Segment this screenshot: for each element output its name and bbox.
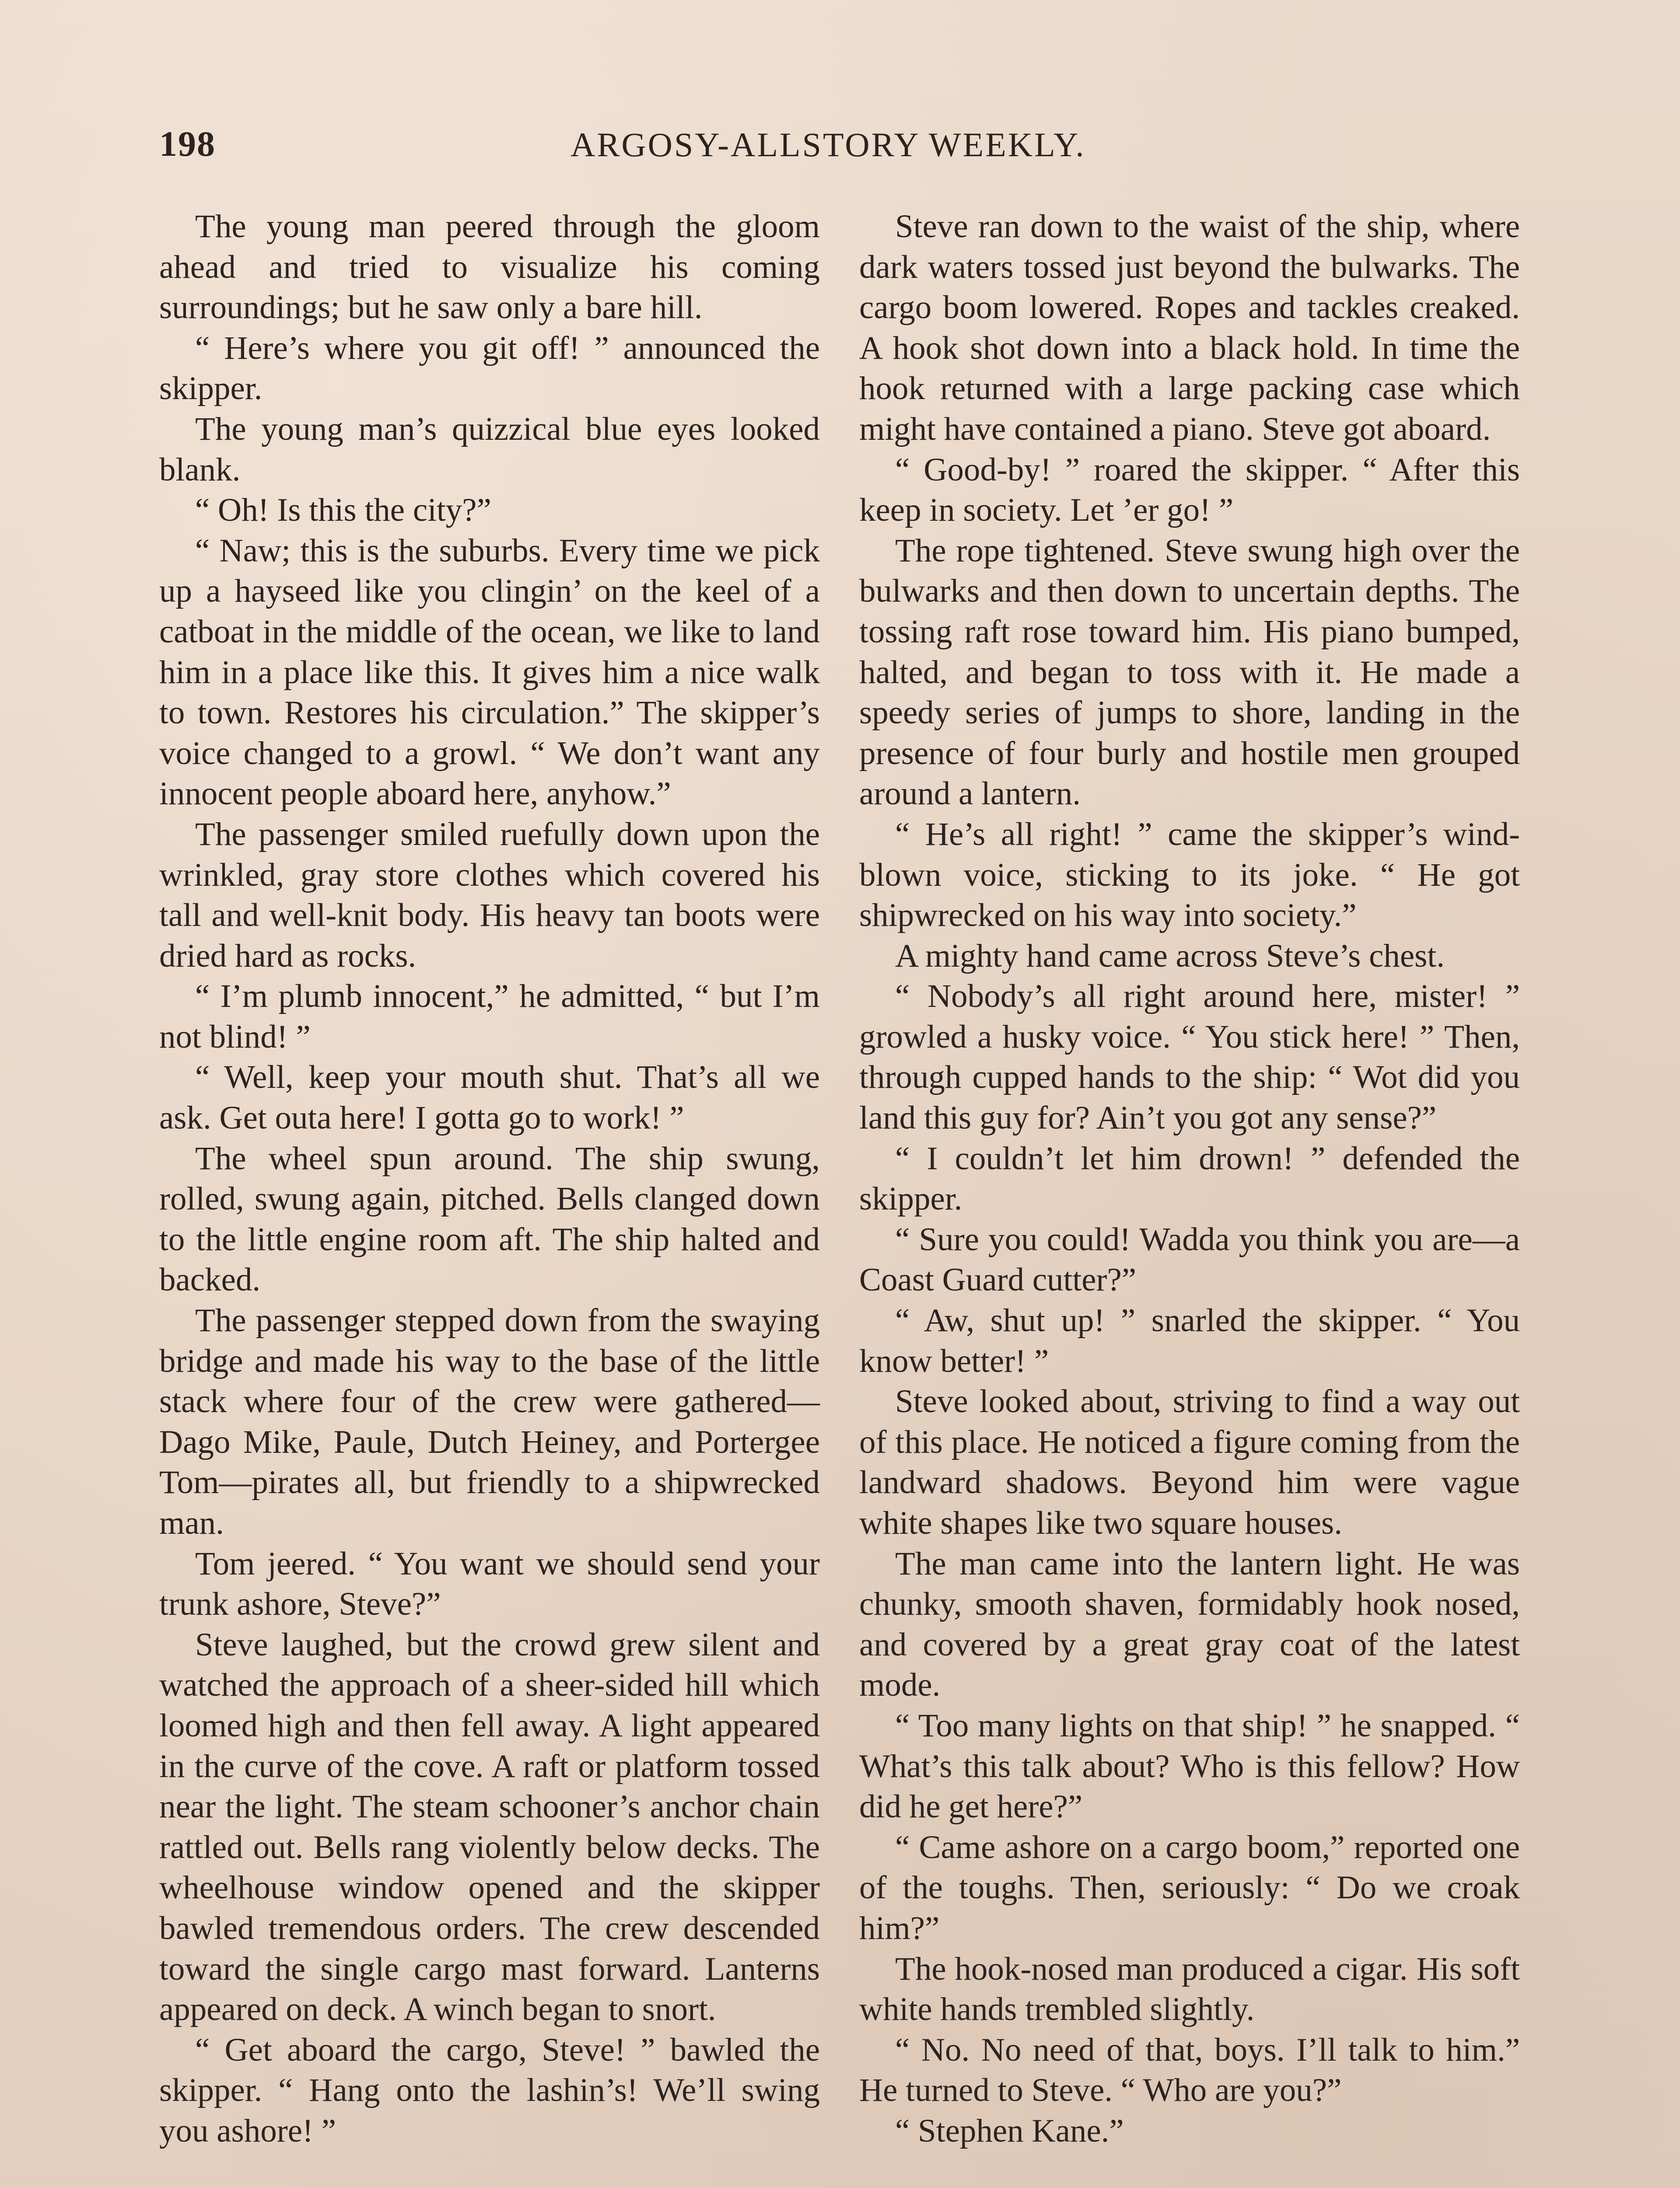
right-column xyxy=(859,207,1520,2152)
paragraph: “ I’m plumb innocent,” he admitted, “ but I’m not blind! ” xyxy=(159,978,820,1055)
paragraph: “ Stephen Kane.” xyxy=(895,2112,1124,2149)
paragraph: The passenger stepped down from the swaying bridge and made his way to the base of the little stack where four of the crew were gathered—Dago Mike, Paule, Dutch Heiney, and Portergee Tom—pirates all, but friendly to a shipwrecked man. xyxy=(159,1302,820,1541)
paragraph: The young man peered through the gloom ahead and tried to visualize his coming surroundings; but he saw only a bare hill. xyxy=(159,208,820,326)
paragraph: The young man’s quizzical blue eyes looked blank. xyxy=(159,410,820,488)
paragraph: “ Well, keep your mouth shut. That’s all we ask. Get outa here! I gotta go to work! ” xyxy=(159,1059,820,1136)
paragraph: “ Nobody’s all right around here, mister! ” growled a husky voice. “ You stick here! ” Then, through cupped hands to the ship: “ Wot did you land this guy for? Ain’t you got any sense?” xyxy=(859,978,1520,1136)
paragraph: “ Get aboard the cargo, Steve! ” bawled the skipper. “ Hang onto the lashin’s! We’ll swing you ashore! ” xyxy=(159,2031,820,2149)
paragraph: The rope tightened. Steve swung high over the bulwarks and then down to uncertain depths. The tossing raft rose toward him. His piano bumped, halted, and began to toss with it. He made a speedy series of jumps to shore, landing in the presence of four burly and hostile men grouped around a lantern. xyxy=(859,532,1520,812)
paragraph: Steve laughed, but the crowd grew silent and watched the approach of a sheer-sided hill which loomed high and then fell away. A light appeared in the curve of the cove. A raft or platform tossed near the light. The steam schooner’s anchor chain rattled out. Bells rang violently below decks. The wheelhouse window opened and the skipper bawled tremendous orders. The crew descended toward the single cargo mast forward. Lanterns appeared on deck. A winch began to snort. xyxy=(159,1626,820,2028)
paragraph: “ Aw, shut up! ” snarled the skipper. “ You know better! ” xyxy=(859,1302,1520,1379)
paragraph: “ Too many lights on that ship! ” he snapped. “ What’s this talk about? Who is this fellow? How did he get here?” xyxy=(859,1707,1520,1825)
paragraph: The passenger smiled ruefully down upon the wrinkled, gray store clothes which covered his tall and well-knit body. His heavy tan boots were dried hard as rocks. xyxy=(159,816,820,974)
left-column xyxy=(159,207,820,2152)
paragraph: “ He’s all right! ” came the skipper’s wind-blown voice, sticking to its joke. “ He got shipwrecked on his way into society.” xyxy=(859,816,1520,934)
paragraph: The man came into the lantern light. He was chunky, smooth shaven, formidably hook nosed, and covered by a great gray coat of the latest mode. xyxy=(859,1545,1520,1704)
page-header xyxy=(159,123,1526,172)
running-title: ARGOSY-ALLSTORY WEEKLY. xyxy=(570,126,1086,164)
paragraph: “ Oh! Is this the city?” xyxy=(195,492,491,529)
paragraph: The hook-nosed man produced a cigar. His soft white hands trembled slightly. xyxy=(859,1950,1520,2028)
paragraph: A mighty hand came across Steve’s chest. xyxy=(895,937,1445,974)
paragraph: Tom jeered. “ You want we should send your trunk ashore, Steve?” xyxy=(159,1545,820,1623)
paragraph: “ Sure you could! Wadda you think you are—a Coast Guard cutter?” xyxy=(859,1221,1520,1298)
paragraph: “ Came ashore on a cargo boom,” reported one of the toughs. Then, seriously: “ Do we croak him?” xyxy=(859,1829,1520,1946)
paragraph: “ Naw; this is the suburbs. Every time we pick up a hayseed like you clingin’ on the keel of a catboat in the middle of the ocean, we like to land him in a place like this. It gives him a nice walk to town. Restores his circulation.” The skipper’s voice changed to a growl. “ We don’t want any innocent people aboard here, anyhow.” xyxy=(159,532,820,812)
paragraph: “ Here’s where you git off! ” announced the skipper. xyxy=(159,330,820,407)
paragraph: “ No. No need of that, boys. I’ll talk to him.” He turned to Steve. “ Who are you?” xyxy=(859,2031,1520,2109)
paragraph: Steve looked about, striving to find a way out of this place. He noticed a figure coming from the landward shadows. Beyond him were vague white shapes like two square houses. xyxy=(859,1383,1520,1541)
page-number: 198 xyxy=(159,124,216,164)
paragraph: The wheel spun around. The ship swung, rolled, swung again, pitched. Bells clanged down to the little engine room aft. The ship halted and backed. xyxy=(159,1140,820,1298)
paragraph: “ I couldn’t let him drown! ” defended the skipper. xyxy=(859,1140,1520,1217)
paragraph: Steve ran down to the waist of the ship, where dark waters tossed just beyond the bulwarks. The cargo boom lowered. Ropes and tackles creaked. A hook shot down into a black hold. In time the hook returned with a large packing case which might have contained a piano. Steve got aboard. xyxy=(859,208,1520,447)
paragraph: “ Good-by! ” roared the skipper. “ After this keep in society. Let ’er go! ” xyxy=(859,451,1520,529)
